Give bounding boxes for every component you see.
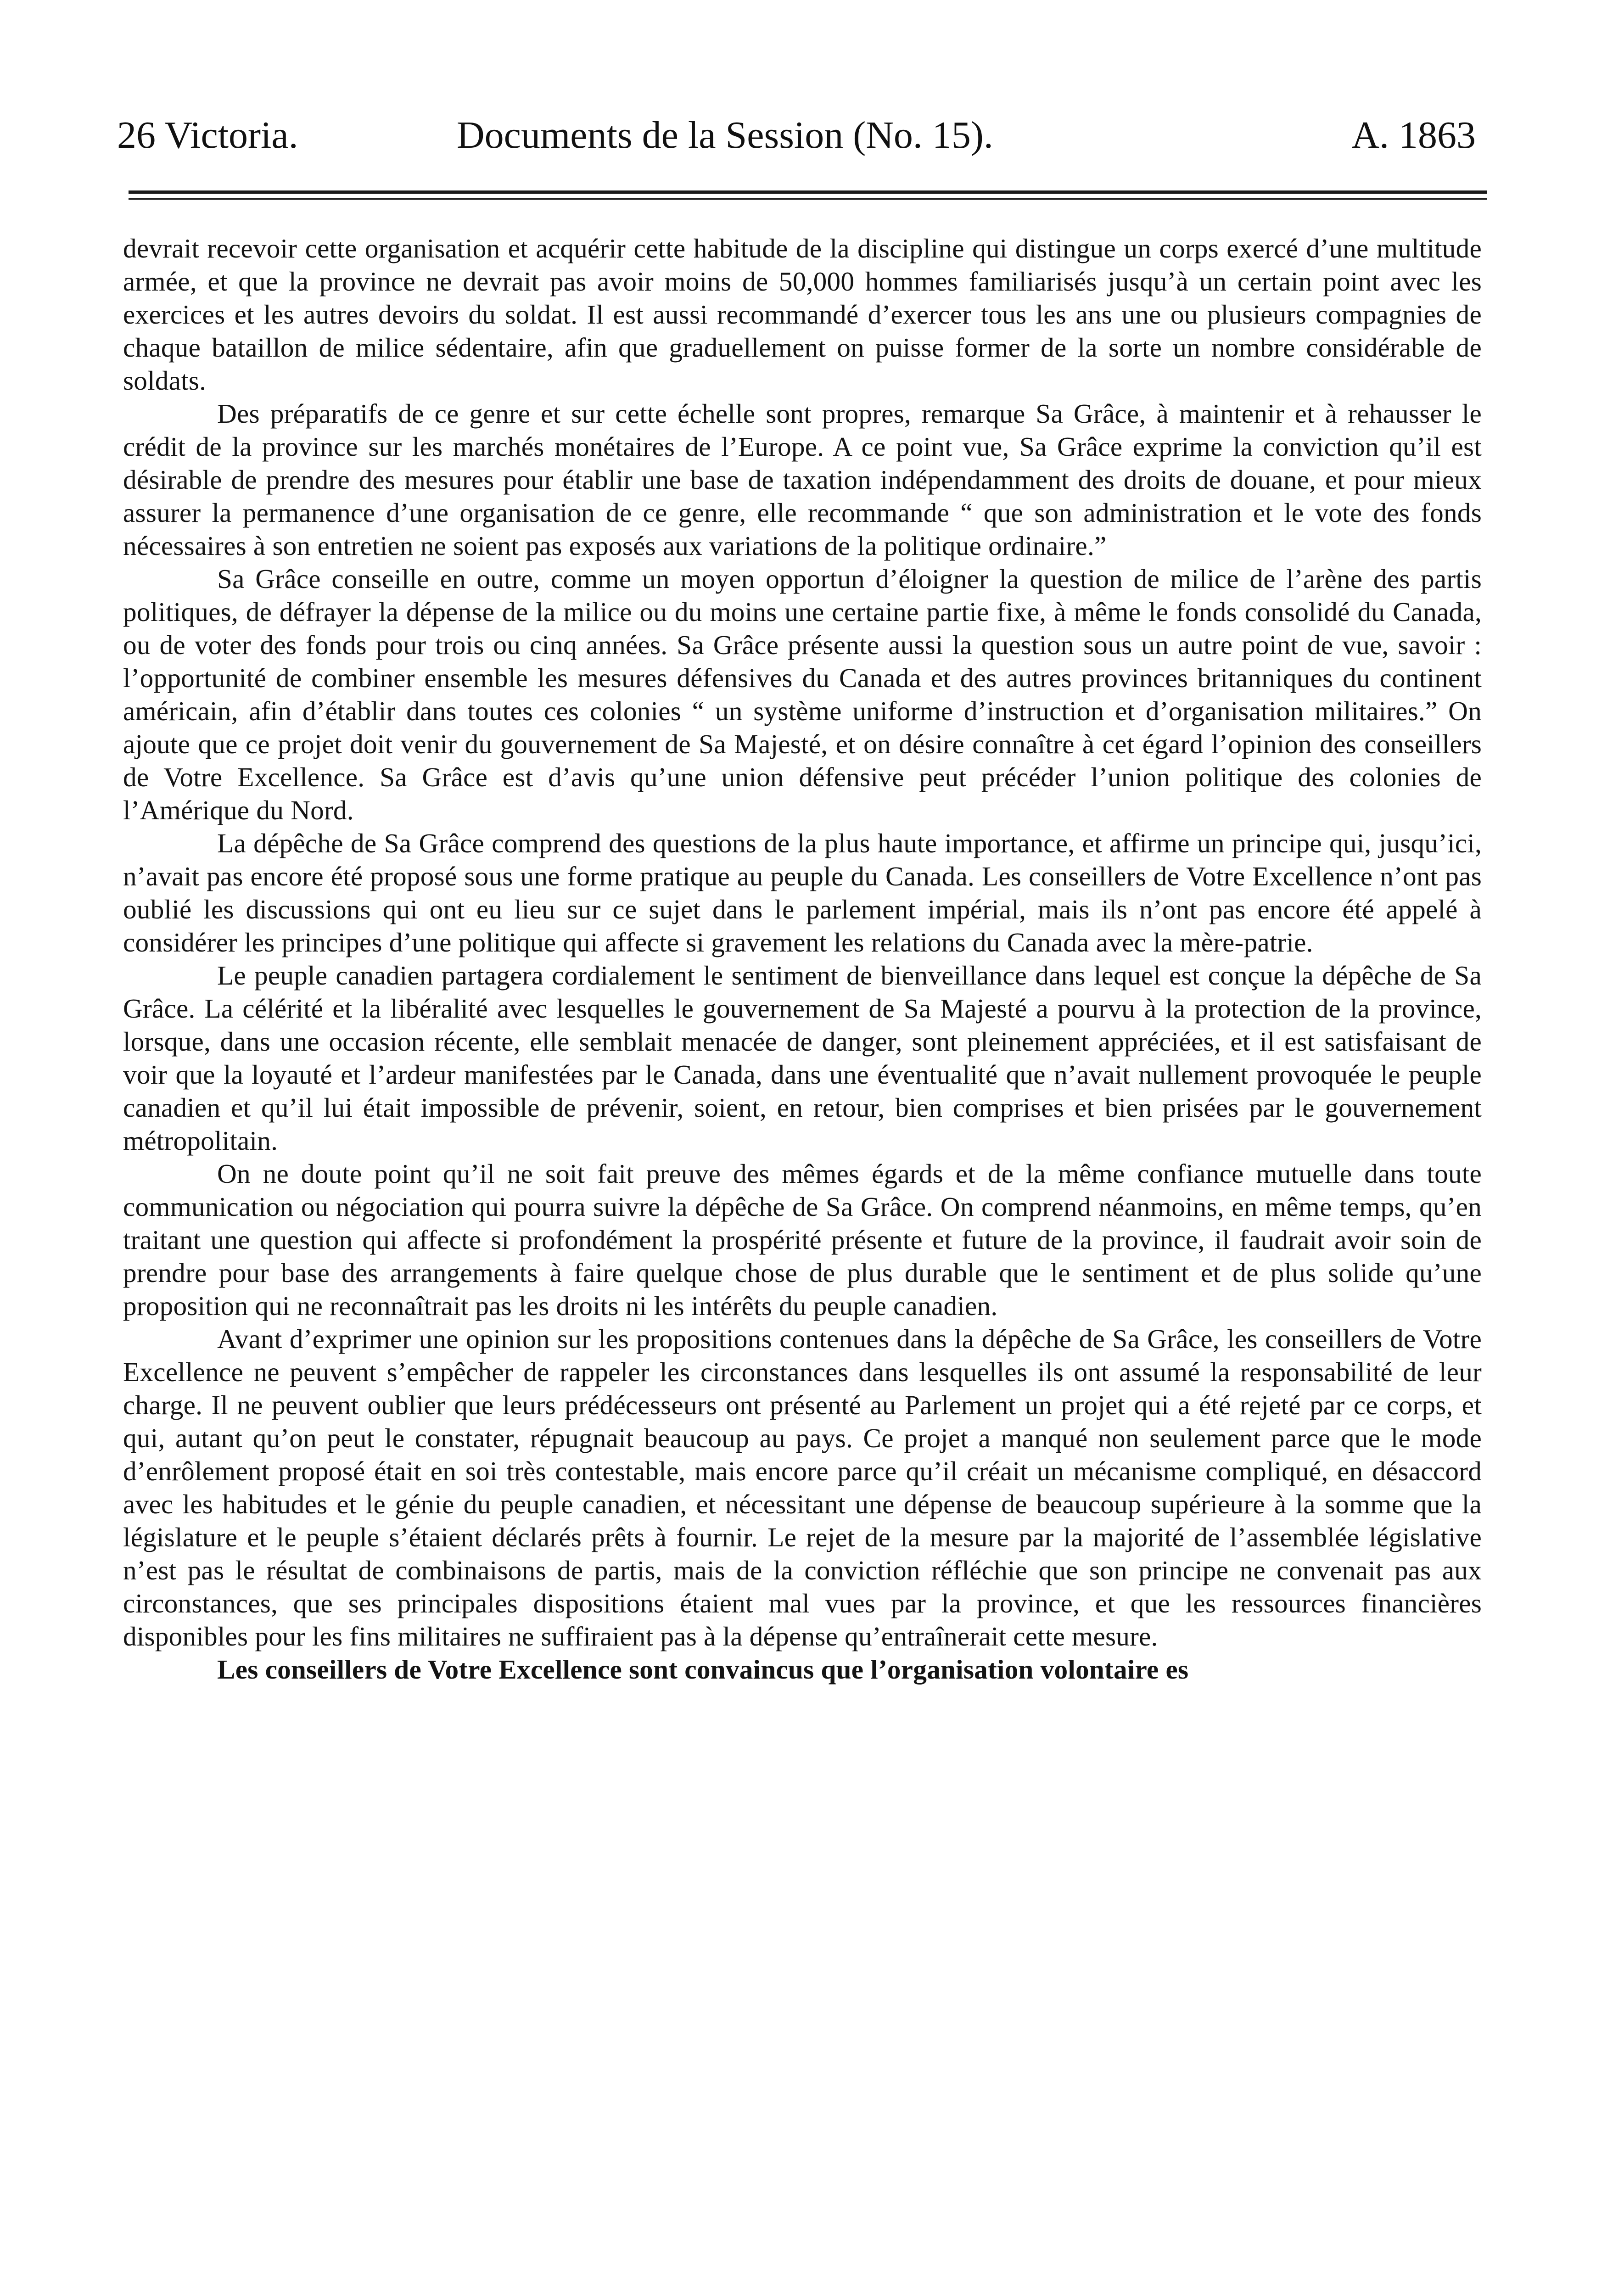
paragraph-7: Avant d’exprimer une opinion sur les propositions contenues dans la dépêche de Sa Grâce, les conseillers de Votre Excellence ne peuvent s’empêcher de rappeler les circonstances dans lesquelles ils ont assumé la responsabilité de leur charge. Il ne peuvent oublier que leurs prédécesseurs ont présenté au Parlement un projet qui a été rejeté par ce corps, et qui, autant qu’on peut le constater, répugnait beaucoup au pays. Ce projet a manqué non seulement parce que le mode d’enrôlement proposé était en soi très contestable, mais encore parce qu’il créait un mécanisme compliqué, en désaccord avec les habitudes et le génie du peuple canadien, et nécessitant une dépense de beaucoup supérieure à la somme que la législature et le peuple s’étaient déclarés prêts à fournir. Le rejet de la mesure par la majorité de l’assemblée législative n’est pas le résultat de combinaisons de partis, mais de la conviction réfléchie que son principe ne convenait pas aux circonstances, que ses principales dispositions étaient mal vues par la province, et que les ressources financières disponibles pour les fins militaires ne suffiraient pas à la dépense qu’entraînerait cette mesure. (123, 1324, 1482, 1651)
running-header (117, 110, 1476, 161)
paragraph-8: Les conseillers de Votre Excellence sont convaincus que l’organisation volontaire es (217, 1654, 1189, 1685)
paragraph-6: On ne doute point qu’il ne soit fait preuve des mêmes égards et de la même confiance mutuelle dans toute communication ou négociation qui pourra suivre la dépêche de Sa Grâce. On comprend néanmoins, en même temps, qu’en traitant une question qui affecte si profondément la prospérité présente et future de la province, il faudrait avoir soin de prendre pour base des arrangements à faire quelque chose de plus durable que le sentiment et de plus solide qu’une proposition qui ne reconnaîtrait pas les droits ni les intérêts du peuple canadien. (123, 1159, 1482, 1321)
header-session-year: 26 Victoria. (117, 114, 298, 157)
paragraph-1: devrait recevoir cette organisation et acquérir cette habitude de la discipline qui distingue un corps exercé d’une multitude armée, et que la province ne devrait pas avoir moins de 50,000 hommes familiarisés jusqu’à un certain point avec les exercices et les autres devoirs du soldat. Il est aussi recommandé d’exercer tous les ans une ou plusieurs compagnies de chaque bataillon de milice sédentaire, afin que graduellement on puisse former de la sorte un nombre considérable de soldats. (123, 233, 1482, 396)
paragraph-3: Sa Grâce conseille en outre, comme un moyen opportun d’éloigner la question de milice de l’arène des partis politiques, de défrayer la dépense de la milice ou du moins une certaine partie fixe, à même le fonds consolidé du Canada, ou de voter des fonds pour trois ou cinq années. Sa Grâce présente aussi la question sous un autre point de vue, savoir : l’opportunité de combiner ensemble les mesures défensives du Canada et des autres provinces britanniques du continent américain, afin d’établir dans toutes ces colonies “ un système uniforme d’instruction et d’organisation militaires.” On ajoute que ce projet doit venir du gouvernement de Sa Majesté, et on désire connaître à cet égard l’opinion des conseillers de Votre Excellence. Sa Grâce est d’avis qu’une union défensive peut précéder l’union politique des colonies de l’Amérique du Nord. (123, 564, 1482, 825)
header-rule-thick (129, 190, 1487, 194)
page-body (123, 232, 1482, 2295)
paragraph-2: Des préparatifs de ce genre et sur cette échelle sont propres, remarque Sa Grâce, à maintenir et à rehausser le crédit de la province sur les marchés monétaires de l’Europe. A ce point vue, Sa Grâce exprime la conviction qu’il est désirable de prendre des mesures pour établir une base de taxation indépendamment des droits de douane, et pour mieux assurer la permanence d’une organisation de ce genre, elle recommande “ que son administration et le vote des fonds nécessaires à son entretien ne soient pas exposés aux variations de la politique ordinaire.” (123, 398, 1482, 561)
header-rule-thin (129, 198, 1487, 200)
header-document-title: Documents de la Session (No. 15). (457, 114, 993, 157)
header-year: A. 1863 (1351, 114, 1476, 157)
paragraph-4: La dépêche de Sa Grâce comprend des questions de la plus haute importance, et affirme un principe qui, jusqu’ici, n’avait pas encore été proposé sous une forme pratique au peuple du Canada. Les conseillers de Votre Excellence n’ont pas oublié les discussions qui ont eu lieu sur ce sujet dans le parlement impérial, mais ils n’ont pas encore été appelé à considérer les principes d’une politique qui affecte si gravement les relations du Canada avec la mère-patrie. (123, 828, 1482, 957)
paragraph-5: Le peuple canadien partagera cordialement le sentiment de bienveillance dans lequel est conçue la dépêche de Sa Grâce. La célérité et la libéralité avec lesquelles le gouvernement de Sa Majesté a pourvu à la protection de la province, lorsque, dans une occasion récente, elle semblait menacée de danger, sont pleinement appréciées, et il est satisfaisant de voir que la loyauté et l’ardeur manifestées par le Canada, dans une éventualité que n’avait nullement provoquée le peuple canadien et qu’il lui était impossible de prévenir, soient, en retour, bien comprises et bien prisées par le gouvernement métropolitain. (123, 960, 1482, 1156)
